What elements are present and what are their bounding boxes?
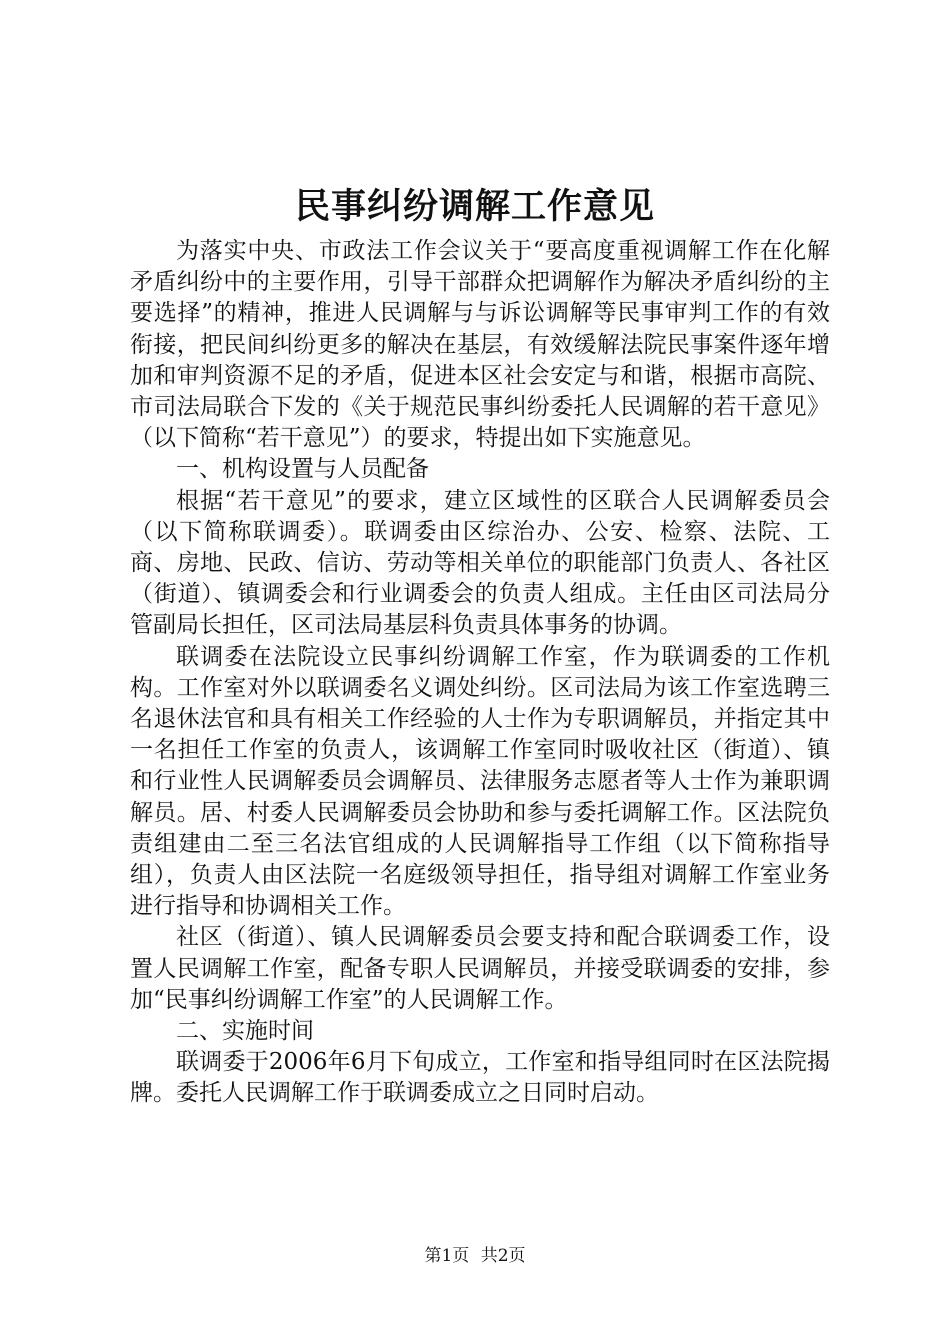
section-heading-organization: 一、机构设置与人员配备 bbox=[176, 456, 429, 483]
paragraph-schedule: 联调委于2006年6月下旬成立，工作室和指导组同时在区法院揭牌。委托人民调解工作于联调委成立之日同时启动。 bbox=[130, 1049, 830, 1107]
section-heading-schedule: 二、实施时间 bbox=[176, 1018, 314, 1045]
paragraph-committee: 根据“若干意见”的要求，建立区域性的区联合人民调解委员会（以下简称联调委）。联调委由区综治办、公安、检察、法院、工商、房地、民政、信访、劳动等相关单位的职能部门负责人、各社区（街道）、镇调委会和行业调委会的负责人组成。主任由区司法局分管副局长担任，区司法局基层科负责具体事务的协调。 bbox=[130, 487, 830, 639]
document-title: 民事纠纷调解工作意见 bbox=[294, 186, 655, 227]
paragraph-workroom: 联调委在法院设立民事纠纷调解工作室，作为联调委的工作机构。工作室对外以联调委名义调处纠纷。区司法局为该工作室选聘三名退休法官和具有相关工作经验的人士作为专职调解员，并指定其中一名担任工作室的负责人，该调解工作室同时吸收社区（街道）、镇和行业性人民调解委员会调解员、法律服务志愿者等人士作为兼职调解员。居、村委人民调解委员会协助和参与委托调解工作。区法院负责组建由二至三名法官组成的人民调解指导工作组（以下简称指导组），负责人由区法院一名庭级领导担任，指导组对调解工作室业务进行指导和协调相关工作。 bbox=[130, 643, 830, 920]
page-footer bbox=[0, 1244, 950, 1268]
paragraph-community: 社区（街道）、镇人民调解委员会要支持和配合联调委工作，设置人民调解工作室，配备专职人民调解员，并接受联调委的安排，参加“民事纠纷调解工作室”的人民调解工作。 bbox=[130, 924, 830, 1013]
page-number-current: 第1页 bbox=[424, 1246, 470, 1266]
page-number-total: 共2页 bbox=[480, 1246, 526, 1266]
paragraph-intro: 为落实中央、市政法工作会议关于“要高度重视调解工作在化解矛盾纠纷中的主要作用，引导干部群众把调解作为解决矛盾纠纷的主要选择”的精神，推进人民调解与与诉讼调解等民事审判工作的有效衔接，把民间纠纷更多的解决在基层，有效缓解法院民事案件逐年增加和审判资源不足的矛盾，促进本区社会安定与和谐，根据市高院、市司法局联合下发的《关于规范民事纠纷委托人民调解的若干意见》（以下简称“若干意见”）的要求，特提出如下实施意见。 bbox=[130, 238, 830, 452]
document-body bbox=[130, 236, 830, 1110]
